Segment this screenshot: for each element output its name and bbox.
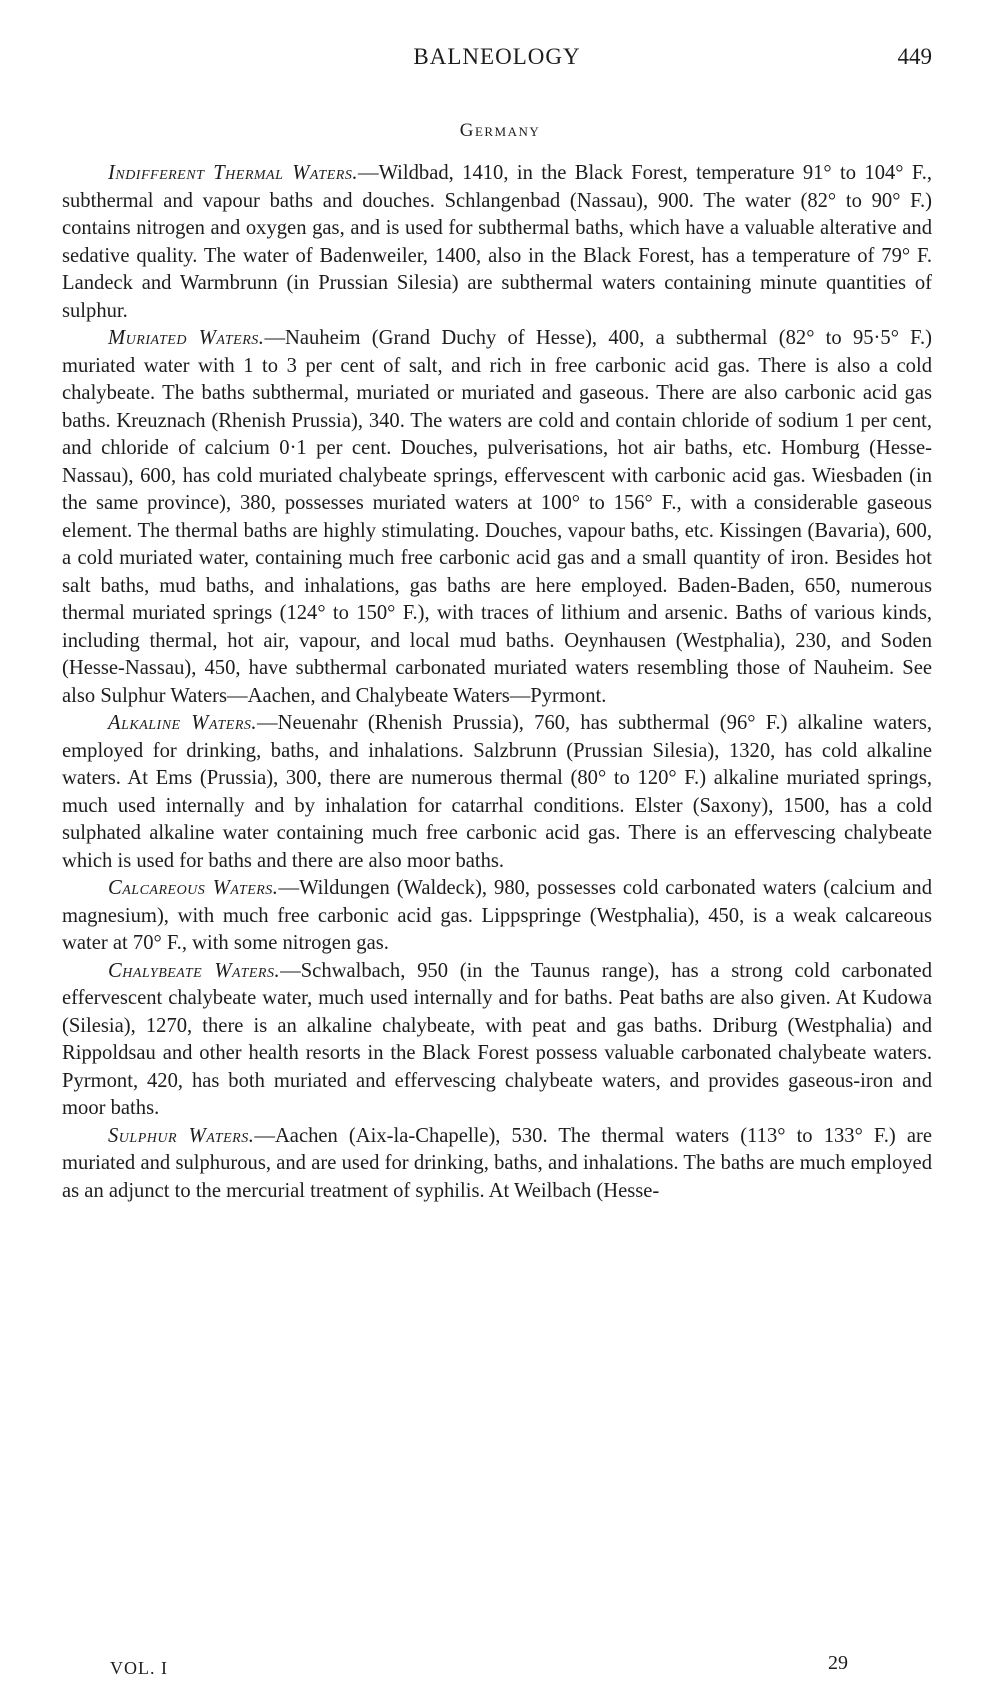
paragraph-lead: Alkaline Waters.	[108, 712, 258, 734]
page-header	[62, 44, 932, 80]
body-text	[62, 160, 932, 1205]
paragraph-lead: Indifferent Thermal Waters.	[108, 162, 358, 184]
paragraph-lead: Muriated Waters.	[108, 327, 265, 349]
paragraph-lead: Calcareous Waters.	[108, 877, 279, 899]
paragraph-text: —Nauheim (Grand Duchy of Hesse), 400, a subthermal (82° to 95·5° F.) muriated water with 1 to 3 per cent of salt, and rich in free carbonic acid gas. There is also a cold chalybeate. The baths subthermal, muriated or muriated and gaseous. There are also carbonic acid gas baths. Kreuznach (Rhenish Prussia), 340. The waters are cold and contain chloride of sodium 1 per cent, and chloride of calcium 0·1 per cent. Douches, pulverisations, hot air baths, etc. Homburg (Hesse-Nassau), 600, has cold muriated chalybeate springs, effervescent with carbonic acid gas. Wiesbaden (in the same province), 380, possesses muriated waters at 100° to 156° F., with a considerable gaseous element. The thermal baths are highly stimulating. Douches, vapour baths, etc. Kissingen (Bavaria), 600, a cold muriated water, containing much free carbonic acid gas and a small quantity of iron. Besides hot salt baths, mud baths, and inhalations, gas baths are here employed. Baden-Baden, 650, numerous thermal muriated springs (124° to 150° F.), with traces of lithium and arsenic. Baths of various kinds, including thermal, hot air, vapour, and local mud baths. Oeynhausen (Westphalia), 230, and Soden (Hesse-Nassau), 450, have subthermal carbonated muriated waters resembling those of Nauheim. See also Sulphur Waters—Aachen, and Chalybeate Waters—Pyrmont.	[62, 327, 932, 707]
page-number: 449	[897, 44, 932, 69]
paragraph-indifferent-thermal	[62, 160, 932, 325]
paragraph-text: —Aachen (Aix-la-Chapelle), 530. The thermal waters (113° to 133° F.) are muriated and sulphurous, and are used for drinking, baths, and inhalations. The baths are much employed as an adjunct to the mercurial treatment of syphilis. At Weilbach (Hesse-	[62, 1124, 932, 1202]
paragraph-alkaline	[62, 710, 932, 875]
signature-mark: 29	[828, 1652, 848, 1674]
paragraph-text: —Wildbad, 1410, in the Black Forest, temperature 91° to 104° F., subthermal and vapour baths and douches. Schlangenbad (Nassau), 900. The water (82° to 90° F.) contains nitrogen and oxygen gas, and is used for subthermal baths, which have a valuable alterative and sedative quality. The water of Badenweiler, 1400, also in the Black Forest, has a temperature of 79° F. Landeck and Warmbrunn (in Prussian Silesia) are subthermal waters containing minute quantities of sulphur.	[62, 162, 932, 322]
volume-label: VOL. I	[110, 1658, 168, 1678]
paragraph-lead: Chalybeate Waters.	[108, 959, 281, 982]
page-footer	[110, 1652, 910, 1686]
paragraph-chalybeate	[62, 958, 932, 1123]
paragraph-text: —Neuenahr (Rhenish Prussia), 760, has subthermal (96° F.) alkaline waters, employed for drinking, baths, and inhalations. Salzbrunn (Prussian Silesia), 1320, has cold alkaline waters. At Ems (Prussia), 300, there are numerous thermal (80° to 120° F.) alkaline muriated springs, much used internally and by inhalation for catarrhal conditions. Elster (Saxony), 1500, has a cold sulphated alkaline water containing much free carbonic acid gas. There is an effervescing chalybeate which is used for baths and there are also moor baths.	[62, 712, 932, 872]
paragraph-text: —Wildungen (Waldeck), 980, possesses cold carbonated waters (calcium and magnesium), with much free carbonic acid gas. Lippspringe (Westphalia), 450, is a weak calcareous water at 70° F., with some nitrogen gas.	[62, 877, 932, 954]
paragraph-sulphur	[62, 1123, 932, 1206]
section-heading: Germany	[459, 120, 541, 141]
running-title: BALNEOLOGY	[413, 44, 581, 69]
paragraph-calcareous	[62, 875, 932, 958]
paragraph-muriated	[62, 325, 932, 710]
paragraph-lead: Sulphur Waters.	[108, 1124, 255, 1147]
paragraph-text: —Schwalbach, 950 (in the Taunus range), has a strong cold carbonated effervescent chalybeate water, much used internally and for baths. Peat baths are also given. At Kudowa (Silesia), 1270, there is an alkaline chalybeate, with peat and gas baths. Driburg (Westphalia) and Rippoldsau and other health resorts in the Black Forest possess valuable carbonated chalybeate waters. Pyrmont, 420, has both muriated and effervescing chalybeate waters, and provides gaseous-iron and moor baths.	[62, 959, 932, 1119]
